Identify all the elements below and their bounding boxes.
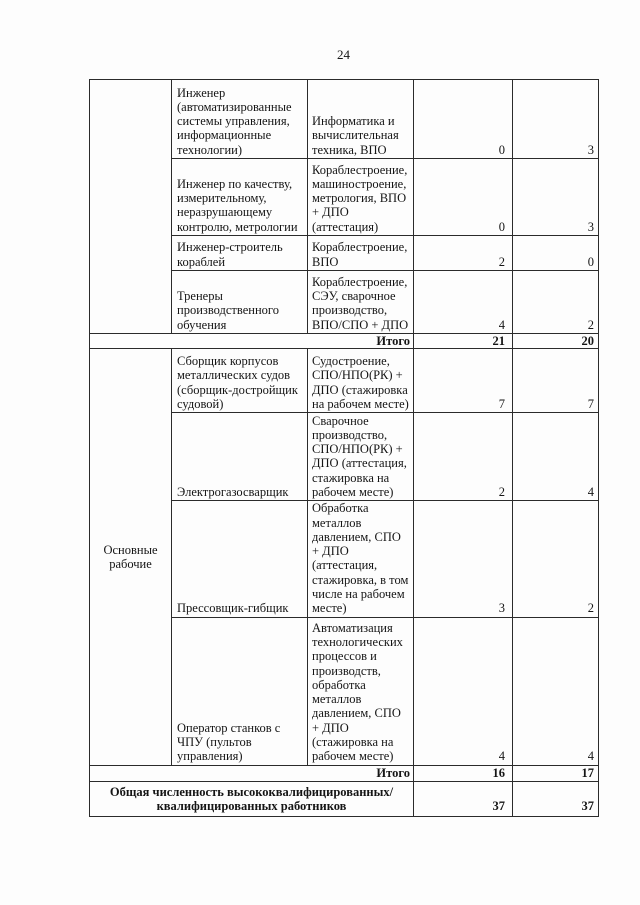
education-cell: Кораблестроение, ВПО	[308, 236, 414, 271]
staffing-table	[89, 79, 599, 817]
subtotal-value-2: 17	[513, 765, 599, 781]
profession-cell: Инженер по качеству, измерительному, неразрушающему контролю, метрологии	[172, 159, 308, 236]
value-cell-1: 0	[414, 159, 513, 236]
category-cell: Основные рабочие	[90, 349, 172, 765]
page-number: 24	[337, 47, 350, 62]
education-cell: Обработка металлов давлением, СПО + ДПО (аттестация, стажировка, в том числе на рабочем месте)	[308, 501, 414, 617]
subtotal-label: Итого	[90, 765, 414, 781]
education-cell: Кораблестроение, машиностроение, метрология, ВПО + ДПО (аттестация)	[308, 159, 414, 236]
subtotal-row	[90, 765, 599, 781]
education-cell: Кораблестроение, СЭУ, сварочное производство, ВПО/СПО + ДПО	[308, 271, 414, 334]
value-cell-1: 3	[414, 501, 513, 617]
value-cell-2: 4	[513, 617, 599, 765]
value-cell-1: 0	[414, 80, 513, 159]
value-cell-1: 4	[414, 271, 513, 334]
grand-total-label: Общая численность высококвалифицированных/ квалифицированных работников	[90, 781, 414, 816]
value-cell-2: 0	[513, 236, 599, 271]
profession-cell: Сборщик корпусов металлических судов (сборщик-достройщик судовой)	[172, 349, 308, 413]
category-cell-empty	[90, 80, 172, 334]
profession-cell: Оператор станков с ЧПУ (пультов управления)	[172, 617, 308, 765]
profession-cell: Тренеры производственного обучения	[172, 271, 308, 334]
value-cell-2: 3	[513, 80, 599, 159]
subtotal-value-2: 20	[513, 334, 599, 349]
value-cell-2: 3	[513, 159, 599, 236]
value-cell-1: 7	[414, 349, 513, 413]
subtotal-value-1: 21	[414, 334, 513, 349]
profession-cell: Прессовщик-гибщик	[172, 501, 308, 617]
value-cell-2: 4	[513, 413, 599, 501]
value-cell-1: 4	[414, 617, 513, 765]
table-body	[90, 80, 599, 817]
grand-total-value-2: 37	[513, 781, 599, 816]
value-cell-2: 2	[513, 271, 599, 334]
value-cell-2: 7	[513, 349, 599, 413]
value-cell-2: 2	[513, 501, 599, 617]
education-cell: Автоматизация технологических процессов и производств, обработка металлов давлением, СПО + ДПО (стажировка на рабочем месте)	[308, 617, 414, 765]
education-cell: Судостроение, СПО/НПО(РК) + ДПО (стажировка на рабочем месте)	[308, 349, 414, 413]
education-cell: Сварочное производство, СПО/НПО(РК) + ДПО (аттестация, стажировка на рабочем месте)	[308, 413, 414, 501]
subtotal-label: Итого	[90, 334, 414, 349]
grand-total-value-1: 37	[414, 781, 513, 816]
table-row	[90, 80, 599, 159]
grand-total-row	[90, 781, 599, 816]
subtotal-row	[90, 334, 599, 349]
subtotal-value-1: 16	[414, 765, 513, 781]
profession-cell: Инженер-строитель кораблей	[172, 236, 308, 271]
value-cell-1: 2	[414, 236, 513, 271]
profession-cell: Инженер (автоматизированные системы управления, информационные технологии)	[172, 80, 308, 159]
table-row	[90, 349, 599, 413]
value-cell-1: 2	[414, 413, 513, 501]
education-cell: Информатика и вычислительная техника, ВПО	[308, 80, 414, 159]
profession-cell: Электрогазосварщик	[172, 413, 308, 501]
